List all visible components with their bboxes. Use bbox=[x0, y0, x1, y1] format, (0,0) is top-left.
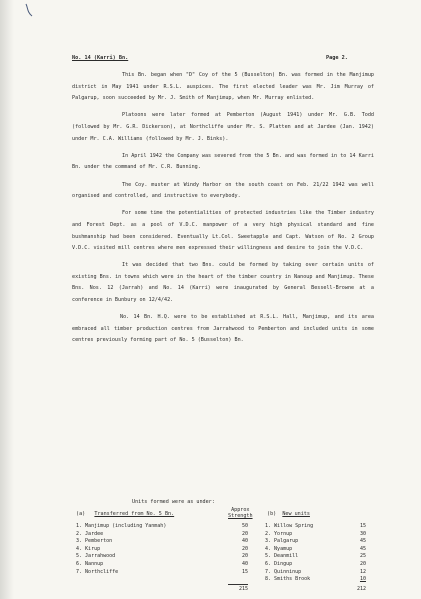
item-name: Quinninup bbox=[274, 568, 302, 575]
strength-value: 15 bbox=[241, 568, 248, 575]
list-item bbox=[265, 553, 313, 561]
list-item bbox=[265, 538, 313, 546]
column-b-prefix: (b) bbox=[267, 511, 277, 517]
total-rule bbox=[228, 584, 248, 585]
strength-value: 20 bbox=[241, 553, 248, 560]
item-name: Manjimup (including Yanmah) bbox=[85, 523, 167, 529]
page-label: Page 2. bbox=[326, 55, 348, 61]
item-name: Willow Spring bbox=[274, 523, 314, 529]
list-item bbox=[76, 569, 166, 577]
item-number: 6. bbox=[265, 560, 272, 567]
item-name: Dingup bbox=[274, 560, 293, 567]
strength-values-transferred bbox=[226, 523, 248, 576]
item-name: Jardee bbox=[85, 530, 104, 537]
paragraph-3: In April 1942 the Company was severed from the 5 Bn. and was formed in to 14 Karri Bn. under the command of Mr. C.R. Bunning. bbox=[72, 152, 374, 171]
strength-heading bbox=[228, 507, 253, 519]
item-number: 7. bbox=[76, 568, 83, 575]
strength-value: 20 bbox=[241, 530, 248, 537]
paragraph-4: The Coy. muster at Windy Harbor on the south coast on Feb. 21/22 1942 was well organised and controlled, and instructive to everybody. bbox=[72, 181, 374, 200]
list-item bbox=[76, 531, 166, 539]
item-number: 5. bbox=[76, 553, 83, 560]
units-intro: Units formed were as under: bbox=[132, 499, 215, 505]
item-number: 2. bbox=[76, 530, 83, 537]
list-item bbox=[265, 561, 313, 569]
pen-tick-icon bbox=[24, 2, 38, 18]
item-number: 8. bbox=[265, 576, 272, 583]
total-transferred: 215 bbox=[238, 586, 248, 592]
column-a-heading bbox=[76, 511, 174, 517]
approx-label: Approx bbox=[231, 507, 250, 513]
strength-value: 45 bbox=[359, 538, 366, 545]
item-name: Kirup bbox=[85, 545, 101, 552]
list-item bbox=[76, 553, 166, 561]
list-item bbox=[265, 523, 313, 531]
strength-value: 12 bbox=[359, 568, 366, 575]
item-number: 6. bbox=[76, 560, 83, 567]
paragraph-6: It was decided that two Bns. could be formed by taking over certain units of existing Bns. in towns which were in the heart of the timber country in Nanoup and Manjimup. These Bns. Nos. 12 (Jarrah) and No. 14 (Karri) were inaugurated by General Bessell-Browne at a conference in Bunbury on 12/4/42. bbox=[72, 262, 374, 304]
item-number: 5. bbox=[265, 553, 272, 560]
item-name: Palgarup bbox=[274, 538, 299, 545]
strength-value: 10 bbox=[359, 576, 366, 583]
item-name: Northcliffe bbox=[85, 568, 119, 575]
item-name: Nyamup bbox=[274, 545, 293, 552]
page-edge-shadow bbox=[0, 0, 14, 599]
item-number: 7. bbox=[265, 568, 272, 575]
strength-value: 20 bbox=[359, 560, 366, 567]
column-a-prefix: (a) bbox=[76, 511, 86, 517]
list-new-units bbox=[265, 523, 313, 584]
paragraph-1: This Bn. began when "D" Coy of the 5 (Busselton) Bn. was formed in the Manjimup district in May 1941 under R.S.L. auspices. The first elected leader was Mr. Jim Murray of Palgarup, soon succeeded by Mr. J. Smith of Manjimup, when Mr. Murray enlisted. bbox=[72, 72, 374, 102]
paragraph-5: For some time the potentialities of protected industries like the Timber industry and Forest Dept. as a pool of V.D.C. manpower of a very high physical standard and fine bushmanship had been considered. Eventually Lt.Col. Sweetapple and Capt. Watson of No. 2 Group V.D.C. visited mill centres where men expressed their willingness and desire to join the V.D.C. bbox=[72, 210, 374, 252]
item-number: 1. bbox=[265, 523, 272, 529]
strength-value: 25 bbox=[359, 553, 366, 560]
item-number: 4. bbox=[265, 545, 272, 552]
item-number: 3. bbox=[265, 538, 272, 545]
strength-value: 45 bbox=[359, 545, 366, 552]
item-number: 3. bbox=[76, 538, 83, 545]
strength-value: 15 bbox=[359, 523, 366, 529]
item-name: Jarrahwood bbox=[85, 553, 116, 560]
strength-values-new bbox=[344, 523, 366, 584]
item-name: Nannup bbox=[85, 560, 104, 567]
strength-value: 40 bbox=[241, 560, 248, 567]
column-b-heading bbox=[267, 511, 310, 517]
strength-value: 30 bbox=[359, 530, 366, 537]
list-item bbox=[265, 546, 313, 554]
unit-title: No. 14 (Karri) Bn. bbox=[72, 55, 129, 61]
paragraph-2: Platoons were later formed at Pemberton (August 1941) under Mr. G.B. Todd (followed by Mr. G.R. Dickerson), at Northcliffe under Mr. S. Platten and at Jardee (Jan. 1942) under Mr. C.A. Williams (followed by Mr. J. Binks). bbox=[72, 112, 374, 142]
item-number: 2. bbox=[265, 530, 272, 537]
list-item bbox=[76, 538, 166, 546]
item-name: Yornup bbox=[274, 530, 293, 537]
list-item bbox=[76, 561, 166, 569]
list-item bbox=[76, 523, 166, 531]
item-name: Smiths Brook bbox=[274, 576, 311, 583]
list-item bbox=[265, 576, 313, 584]
body-text bbox=[72, 70, 374, 347]
strength-label: Strength bbox=[228, 513, 253, 519]
strength-value: 50 bbox=[241, 523, 248, 529]
item-number: 1. bbox=[76, 523, 83, 529]
strength-value: 20 bbox=[241, 545, 248, 552]
strength-value: 40 bbox=[241, 538, 248, 545]
list-item bbox=[265, 531, 313, 539]
column-b-title: New units bbox=[282, 511, 310, 517]
total-new-units: 212 bbox=[356, 586, 366, 592]
paragraph-7: No. 14 Bn. H.Q. were to be established at R.S.L. Hall, Manjimup, and its area embraced all timber production centres from Jarrahwood to Pemberton and included units in some centres previously forming part of No. 5 (Busselton) Bn. bbox=[72, 314, 374, 344]
column-a-title: Transferred from No. 5 Bn. bbox=[94, 511, 175, 517]
item-name: Pemberton bbox=[85, 538, 113, 545]
list-item bbox=[76, 546, 166, 554]
list-transferred bbox=[76, 523, 166, 576]
item-name: Deanmill bbox=[274, 553, 299, 560]
item-number: 4. bbox=[76, 545, 83, 552]
list-item bbox=[265, 569, 313, 577]
